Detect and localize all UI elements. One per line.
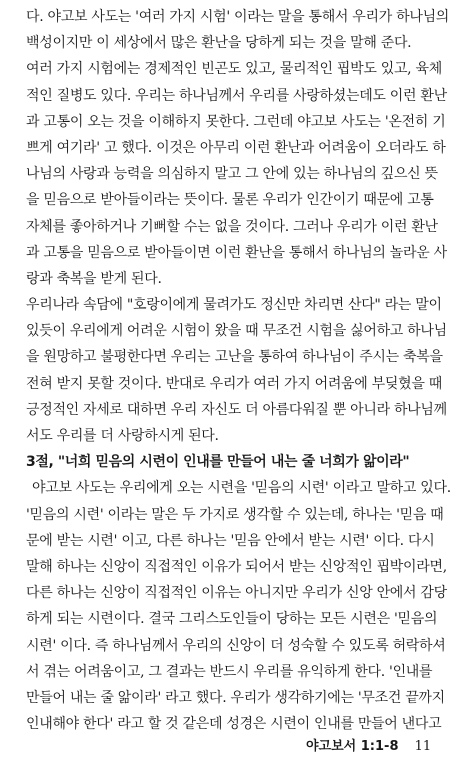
text-line: 말해 하나는 신앙이 직접적인 이유가 되어서 받는 신앙적인 핍박이라면, <box>26 558 447 575</box>
text-line: 서도 우리를 더 사랑하시게 된다. <box>26 428 219 444</box>
book-reference: 야고보서 1:1-8 <box>306 739 399 754</box>
text-line: 나님의 사랑과 능력을 의심하지 말고 그 안에 있는 하나님의 깊으신 뜻 <box>26 166 438 183</box>
page-number: 11 <box>414 739 432 754</box>
text-line: 다른 하나는 신앙이 직접적인 이유는 아니지만 우리가 신앙 안에서 감당 <box>26 585 447 602</box>
text-line: 백성이지만 이 세상에서 많은 환난을 당하게 되는 것을 말해 준다. <box>26 35 412 52</box>
text-line: '믿음의 시련' 이라는 말은 두 가지로 생각할 수 있는데, 하나는 '믿음 때 <box>26 506 444 523</box>
text-line: 자체를 좋아하거나 기뻐할 수는 없을 것이다. 그러나 우리가 이런 환난 <box>26 218 438 235</box>
text-line: 우리나라 속담에 "호랑이에게 물려가도 정신만 차리면 산다" 라는 말이 <box>26 297 442 314</box>
text-line: 랑과 축복을 받게 된다. <box>26 270 162 287</box>
text-line: 하게 되는 시련이다. 결국 그리스도인들이 당하는 모든 시련은 '믿음의 <box>26 611 438 628</box>
text-line: 을 원망하고 불평한다면 우리는 고난을 통하여 하나님이 주시는 축복을 <box>26 349 443 366</box>
text-line: 인내해야 한다' 라고 할 것 같은데 성경은 시련이 인내를 만들어 낸다고 <box>26 716 442 733</box>
text-line: 전혀 받지 못할 것이다. 반대로 우리가 여러 가지 어려움에 부딪혔을 때 <box>26 375 442 392</box>
page-footer <box>306 735 431 754</box>
text-line: 문에 받는 시련' 이고, 다른 하나는 '믿음 안에서 받는 시련' 이다. 다시 <box>26 532 435 549</box>
text-line: 을 믿음으로 받아들이라는 뜻이다. 물론 우리가 인간이기 때문에 고통 <box>26 192 434 209</box>
text-line: 과 고통이 오는 것을 이해하지 못한다. 그런데 야고보 사도는 '온전히 기 <box>26 113 446 130</box>
text-line: 만들어 내는 줄 앎이라' 라고 했다. 우리가 생각하기에는 '무조건 끝까지 <box>26 689 445 706</box>
text-line: 시련' 이다. 즉 하나님께서 우리의 신앙이 더 성숙할 수 있도록 허락하셔 <box>26 637 446 654</box>
text-line: 긍정적인 자세로 대하면 우리 자신도 더 아름다워질 뿐 아니라 하나님께 <box>26 401 447 418</box>
text-line: 다. 야고보 사도는 '여러 가지 시험' 이라는 말을 통해서 우리가 하나님의 <box>26 9 450 25</box>
body-text <box>26 4 456 737</box>
verse-heading: 3절, "너희 믿음의 시련이 인내를 만들어 내는 줄 너희가 앎이라" <box>26 454 410 471</box>
text-line: 있듯이 우리에게 어려운 시험이 왔을 때 무조건 시험을 싫어하고 하나님 <box>26 323 447 340</box>
text-line: 적인 질병도 있다. 우리는 하나님께서 우리를 사랑하셨는데도 이런 환난 <box>26 87 447 104</box>
text-line: 여러 가지 시험에는 경제적인 빈곤도 있고, 물리적인 핍박도 있고, 육체 <box>26 61 442 78</box>
text-line: 과 고통을 믿음으로 받아들이면 이런 환난을 통해서 하나님의 놀라운 사 <box>26 244 447 261</box>
text-line: 쁘게 여기라' 고 했다. 이것은 아무리 이런 환난과 어려움이 오더라도 하 <box>26 139 446 156</box>
text-line: 야고보 사도는 우리에게 오는 시련을 '믿음의 시련' 이라고 말하고 있다. <box>32 480 451 497</box>
text-line: 서 겪는 어려움이고, 그 결과는 반드시 우리를 유익하게 한다. '인내를 <box>26 663 433 680</box>
